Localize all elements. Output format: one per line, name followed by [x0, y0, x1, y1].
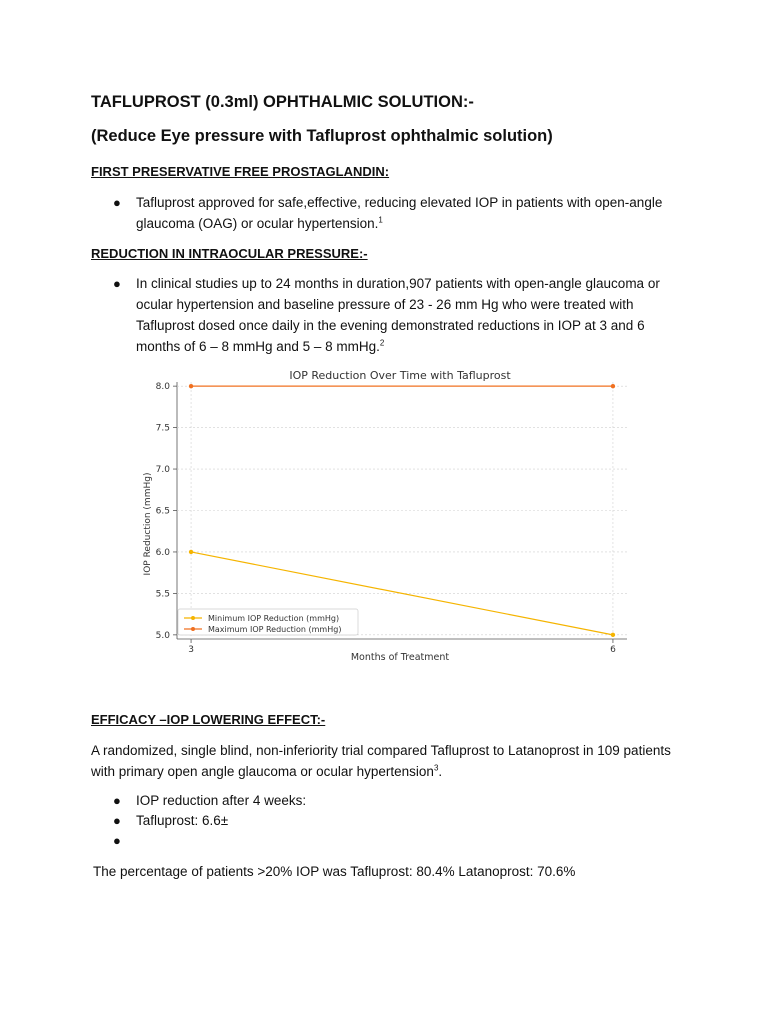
y-tick-label: 5.5 [155, 589, 170, 600]
section-heading-efficacy: EFFICACY –IOP LOWERING EFFECT:- [91, 712, 326, 727]
x-tick-label: 3 [188, 645, 194, 655]
y-tick-label: 5.0 [155, 630, 170, 641]
bullet-icon: ● [113, 276, 121, 291]
iop-reduction-chart [140, 362, 640, 662]
bullet-icon: ● [113, 813, 121, 828]
data-point-maximum [611, 384, 615, 388]
bullet-icon: ● [113, 793, 121, 808]
section-heading-preservative-free: FIRST PRESERVATIVE FREE PROSTAGLANDIN: [91, 164, 390, 179]
x-tick-label: 6 [610, 645, 616, 655]
data-point-minimum [189, 550, 193, 554]
list-item: ● In clinical studies up to 24 months in duration,907 patients with open-angle glaucoma or ocular hypertension and baseline pressure of 23 - 26 mm Hg who were treated with Tafluprost dosed once daily in the evening demonstrated reductions in IOP at 3 and 6 months of 6 – 8 mmHg and 5 – 8 mmHg.$^2$ [91, 273, 691, 357]
legend-marker-minimum [191, 616, 195, 620]
chart-grid [177, 382, 627, 639]
legend-entry-maximum: Maximum IOP Reduction (mmHg) [208, 625, 342, 634]
chart-title: IOP Reduction Over Time with Tafluprost [289, 369, 511, 382]
y-tick-label: 8.0 [155, 382, 170, 393]
y-axis-ticks [156, 382, 177, 641]
y-tick-label: 6.0 [155, 547, 170, 558]
list-item: ● Tafluprost approved for safe,effective, reducing elevated IOP in patients with open-angle glaucoma (OAG) or ocular hypertension.$^1$ [91, 192, 691, 234]
closing-statement: The percentage of patients >20% IOP was Tafluprost: 80.4% Latanoprost: 70.6% [93, 864, 576, 879]
x-axis-label: Months of Treatment [350, 652, 450, 662]
bullet-icon: ● [113, 195, 121, 210]
document-title: TAFLUPROST (0.3ml) OPHTHALMIC SOLUTION:- [91, 93, 474, 111]
list-item: ● IOP reduction after 4 weeks: [91, 791, 691, 811]
bullet-list-section2 [91, 273, 691, 357]
list-item: ● Tafluprost: 6.6± [91, 811, 691, 831]
efficacy-paragraph: A randomized, single blind, non-inferiority trial compared Tafluprost to Latanoprost in 109 patients with primary open angle glaucoma or ocular hypertension$^3$. [91, 743, 671, 779]
y-axis-label: IOP Reduction (mmHg) [143, 472, 153, 576]
reference-number: 2 [379, 338, 385, 348]
data-point-maximum [189, 384, 193, 388]
section-heading-iop-reduction: REDUCTION IN INTRAOCULAR PRESSURE:- [91, 246, 368, 261]
chart-legend [178, 609, 358, 635]
bullet-icon: ● [113, 833, 121, 848]
legend-marker-maximum [191, 627, 195, 631]
legend-entry-minimum: Minimum IOP Reduction (mmHg) [208, 614, 340, 623]
bullet-list-section1 [91, 192, 691, 234]
document-subtitle: (Reduce Eye pressure with Tafluprost ophthalmic solution) [91, 127, 553, 145]
reference-number: 3 [433, 763, 439, 773]
y-tick-label: 7.0 [155, 465, 170, 476]
bullet-list-section3 [91, 791, 691, 848]
chart-canvas [140, 362, 640, 662]
y-tick-label: 7.5 [155, 423, 170, 434]
reference-number: 1 [378, 215, 383, 225]
y-tick-label: 6.5 [155, 506, 170, 517]
data-point-minimum [611, 633, 615, 637]
